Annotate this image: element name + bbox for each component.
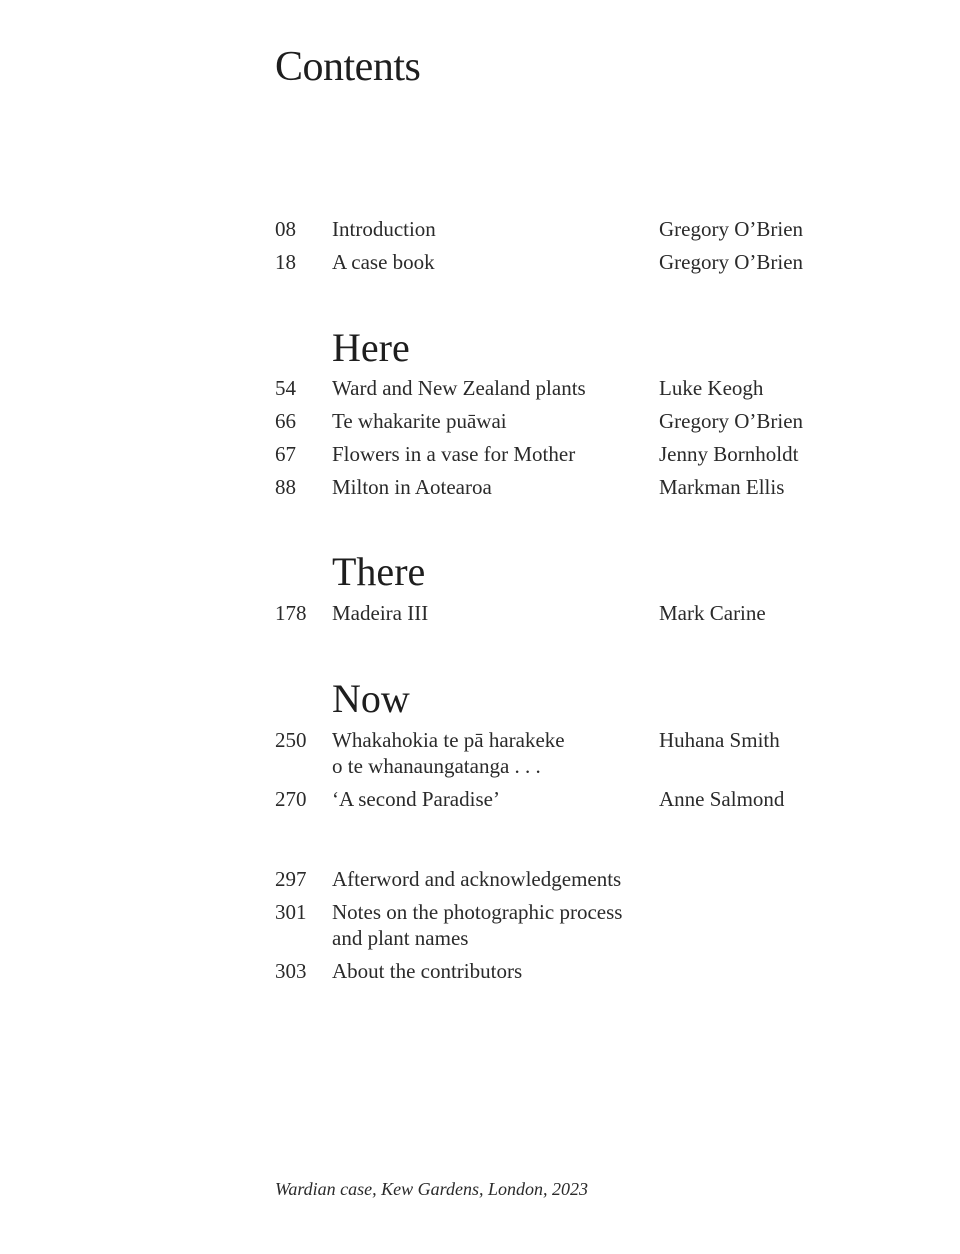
toc-entry-author: Gregory O’Brien xyxy=(659,409,804,433)
toc-entry[interactable] xyxy=(275,216,875,242)
section-heading-there: There xyxy=(332,549,426,594)
toc-entry-title: Whakahokia te pā harakeke o te whanaungatanga . . . xyxy=(332,728,565,778)
toc-entry[interactable] xyxy=(275,441,875,467)
section-heading-here: Here xyxy=(332,325,410,370)
toc-page-number: 54 xyxy=(275,376,296,400)
toc-entry-title: Notes on the photographic process and plant names xyxy=(332,900,623,950)
toc-entry-title: Afterword and acknowledgements xyxy=(332,867,622,891)
toc-section-now xyxy=(275,727,875,812)
toc-page-number: 66 xyxy=(275,409,296,433)
toc-entry-author: Luke Keogh xyxy=(659,376,764,400)
toc-entry-author: Mark Carine xyxy=(659,601,766,625)
toc-page-number: 250 xyxy=(275,728,307,752)
toc-entry-title: Flowers in a vase for Mother xyxy=(332,442,576,466)
toc-entry-title: ‘A second Paradise’ xyxy=(332,787,500,811)
toc-entry[interactable] xyxy=(275,408,875,434)
toc-page-number: 178 xyxy=(275,601,307,625)
toc-entry-title: About the contributors xyxy=(332,959,523,983)
toc-end-matter xyxy=(275,866,875,984)
toc-entry[interactable] xyxy=(275,866,875,892)
toc-entry[interactable] xyxy=(275,474,875,500)
toc-entry-author: Jenny Bornholdt xyxy=(659,442,799,466)
toc-entry-author: Markman Ellis xyxy=(659,475,785,499)
photo-caption: Wardian case, Kew Gardens, London, 2023 xyxy=(275,1179,589,1199)
toc-page-number: 270 xyxy=(275,787,307,811)
toc-page-number: 18 xyxy=(275,250,296,274)
toc-entry-author: Anne Salmond xyxy=(659,787,785,811)
section-heading-now: Now xyxy=(332,676,410,721)
toc-entry[interactable] xyxy=(275,600,875,626)
toc-section-here xyxy=(275,375,875,500)
toc-entry-title: Ward and New Zealand plants xyxy=(332,376,586,400)
toc-entry-author: Gregory O’Brien xyxy=(659,250,804,274)
toc-entry-title: Milton in Aotearoa xyxy=(332,475,492,499)
toc-entry-title: Madeira III xyxy=(332,601,429,625)
toc-page-number: 08 xyxy=(275,217,296,241)
toc-entry[interactable] xyxy=(275,249,875,275)
toc-intro-group xyxy=(275,216,875,275)
toc-entry-author: Huhana Smith xyxy=(659,728,780,752)
toc-page-number: 303 xyxy=(275,959,307,983)
toc-entry[interactable] xyxy=(275,786,875,812)
toc-entry-author: Gregory O’Brien xyxy=(659,217,804,241)
toc-entry[interactable] xyxy=(275,958,875,984)
toc-entry[interactable] xyxy=(275,727,875,779)
toc-page-number: 67 xyxy=(275,442,296,466)
toc-section-there xyxy=(275,600,875,626)
toc-page-number: 88 xyxy=(275,475,296,499)
toc-entry[interactable] xyxy=(275,375,875,401)
page-title: Contents xyxy=(275,44,421,90)
toc-entry-title: Introduction xyxy=(332,217,436,241)
toc-entry[interactable] xyxy=(275,899,875,951)
toc-page-number: 301 xyxy=(275,900,307,924)
toc-page-number: 297 xyxy=(275,867,307,891)
toc-entry-title: Te whakarite puāwai xyxy=(332,409,507,433)
toc-entry-title: A case book xyxy=(332,250,435,274)
